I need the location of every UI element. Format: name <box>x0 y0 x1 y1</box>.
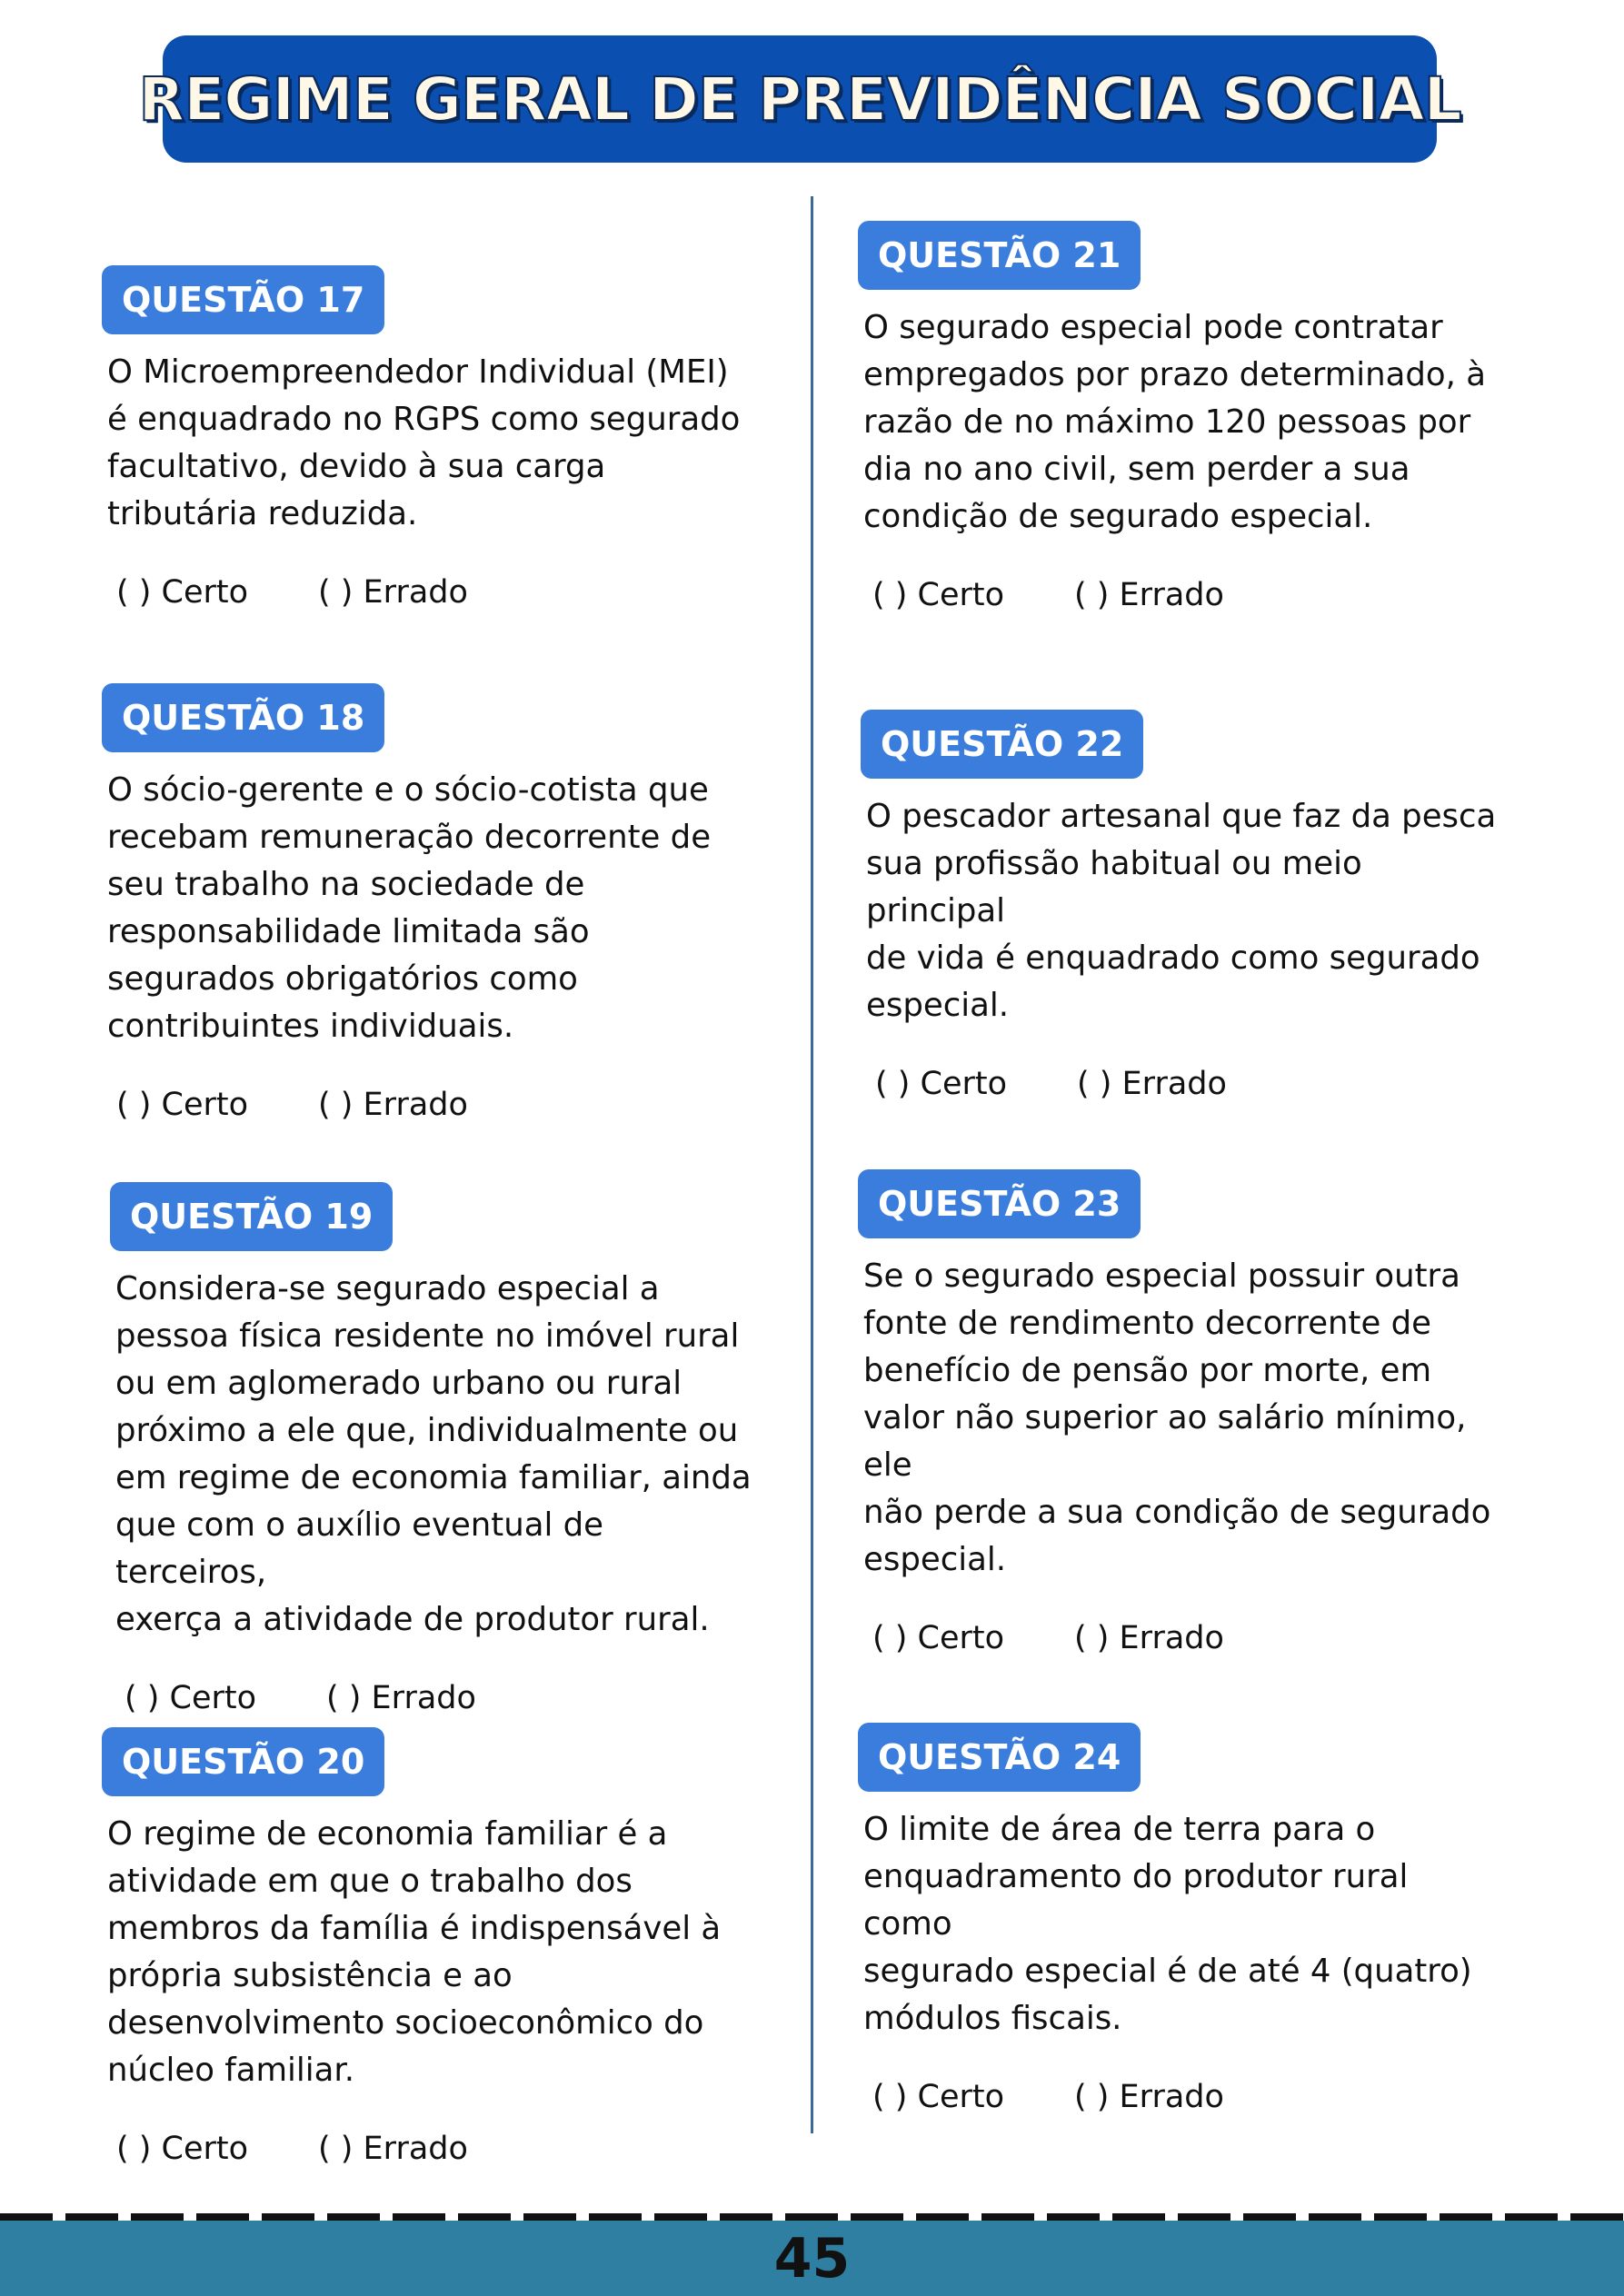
option-certo[interactable]: ( ) Certo <box>116 2131 249 2167</box>
question-label: QUESTÃO 22 <box>861 710 1143 779</box>
question-text: O segurado especial pode contratar empregados por prazo determinado, à razão de no máximo 120 pessoas por dia no ano civil, sem perder a sua condição de segurado especial. <box>863 309 1486 535</box>
page-title: REGIME GERAL DE PREVIDÊNCIA SOCIAL <box>138 64 1461 134</box>
question-label: QUESTÃO 18 <box>102 683 384 752</box>
option-certo[interactable]: ( ) Certo <box>872 2079 1005 2115</box>
answer-options <box>875 1064 1497 1104</box>
answer-options <box>116 2129 738 2169</box>
question-18 <box>102 683 738 1125</box>
option-certo[interactable]: ( ) Certo <box>872 1620 1005 1656</box>
question-label: QUESTÃO 23 <box>858 1169 1141 1238</box>
option-certo[interactable]: ( ) Certo <box>872 577 1005 613</box>
answer-options <box>116 572 738 612</box>
answer-options <box>872 2077 1494 2117</box>
question-label: QUESTÃO 21 <box>858 221 1141 290</box>
option-certo[interactable]: ( ) Certo <box>116 574 249 611</box>
answer-options <box>125 1678 746 1718</box>
question-text: O regime de economia familiar é a atividade em que o trabalho dos membros da família é indispensável à própria subsistência e ao desenvolvimento socioeconômico do núcleo familiar. <box>107 1815 722 2089</box>
question-text: O pescador artesanal que faz da pesca sua profissão habitual ou meio principal de vida é enquadrado como segurado especial. <box>866 798 1497 1024</box>
option-errado[interactable]: ( ) Errado <box>1074 1620 1224 1656</box>
answer-options <box>872 575 1494 615</box>
page-number: 45 <box>773 2226 851 2291</box>
question-label: QUESTÃO 24 <box>858 1723 1141 1792</box>
footer-bar <box>0 2221 1624 2296</box>
option-certo[interactable]: ( ) Certo <box>125 1680 257 1716</box>
option-errado[interactable]: ( ) Errado <box>1074 2079 1224 2115</box>
question-text: Considera-se segurado especial a pessoa física residente no imóvel rural ou em aglomerado urbano ou rural próximo a ele que, individualmente ou em regime de economia familiar, ainda que com o auxílio eventual de terceiros, exerça a atividade de produtor rural. <box>115 1270 752 1638</box>
question-text: O Microempreendedor Individual (MEI) é enquadrado no RGPS como segurado facultativo, devido à sua carga tributária reduzida. <box>107 353 741 532</box>
option-errado[interactable]: ( ) Errado <box>318 574 468 611</box>
title-banner <box>138 35 1461 163</box>
question-label: QUESTÃO 19 <box>110 1182 393 1251</box>
question-17 <box>102 265 741 612</box>
column-divider <box>811 196 813 2133</box>
option-certo[interactable]: ( ) Certo <box>875 1066 1008 1102</box>
option-errado[interactable]: ( ) Errado <box>318 1087 468 1123</box>
question-24 <box>858 1723 1494 2117</box>
answer-options <box>872 1618 1494 1658</box>
question-22 <box>861 710 1497 1104</box>
question-19 <box>110 1182 752 1718</box>
footer-dashed-line <box>0 2213 1624 2221</box>
question-label: QUESTÃO 20 <box>102 1727 384 1796</box>
option-errado[interactable]: ( ) Errado <box>326 1680 476 1716</box>
question-text: Se o segurado especial possuir outra fonte de rendimento decorrente de benefício de pensão por morte, em valor não superior ao salário mínimo, ele não perde a sua condição de segurado especial. <box>863 1257 1491 1578</box>
question-text: O sócio-gerente e o sócio-cotista que recebam remuneração decorrente de seu trabalho na sociedade de responsabilidade limitada são segurados obrigatórios como contribuintes individuais. <box>107 771 712 1045</box>
question-21 <box>858 221 1494 615</box>
option-errado[interactable]: ( ) Errado <box>1077 1066 1227 1102</box>
question-20 <box>102 1727 738 2169</box>
option-certo[interactable]: ( ) Certo <box>116 1087 249 1123</box>
question-23 <box>858 1169 1494 1658</box>
option-errado[interactable]: ( ) Errado <box>1074 577 1224 613</box>
question-label: QUESTÃO 17 <box>102 265 384 334</box>
question-text: O limite de área de terra para o enquadramento do produtor rural como segurado especial é de até 4 (quatro) módulos fiscais. <box>863 1811 1472 2037</box>
option-errado[interactable]: ( ) Errado <box>318 2131 468 2167</box>
answer-options <box>116 1085 738 1125</box>
